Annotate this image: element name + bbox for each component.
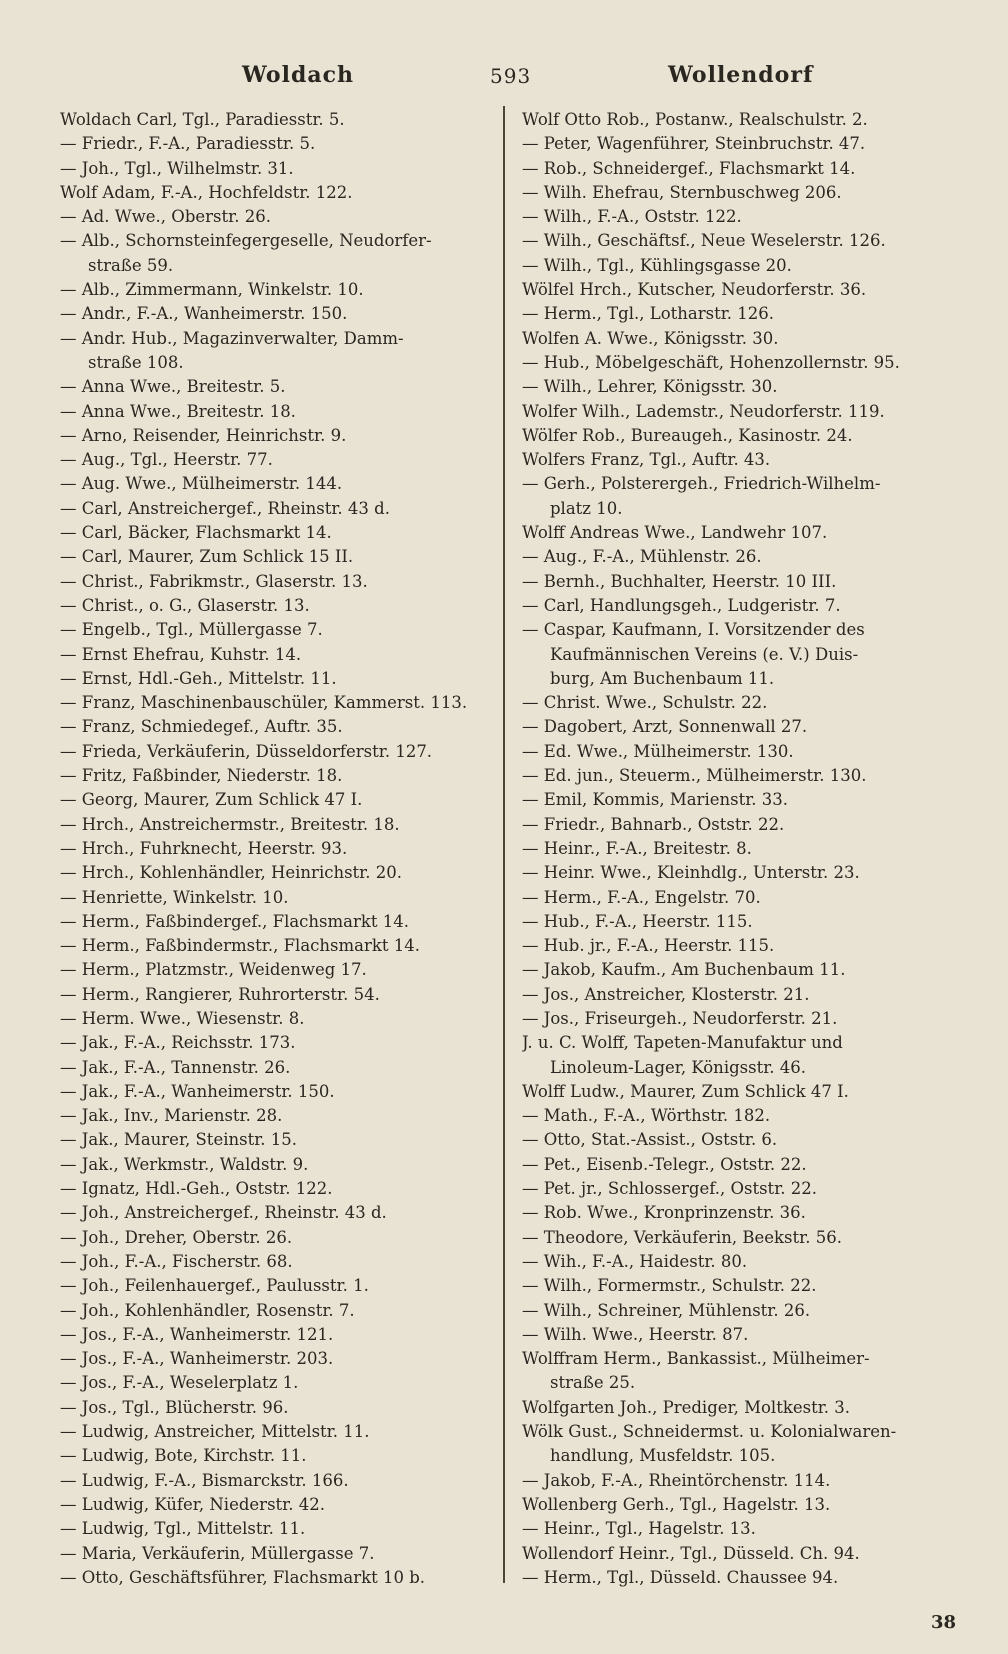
directory-entry: Linoleum-Lager, Königsstr. 46. <box>550 1057 807 1077</box>
directory-entry: Wolffram Herm., Bankassist., Mülheimer- <box>522 1349 870 1369</box>
directory-entry: — Wilh., Formermstr., Schulstr. 22. <box>522 1276 817 1296</box>
directory-entry: — Jak., F.-A., Reichsstr. 173. <box>60 1033 296 1053</box>
directory-entry: — Ludwig, Küfer, Niederstr. 42. <box>60 1494 325 1514</box>
directory-entry: — Jos., F.-A., Wanheimerstr. 121. <box>60 1324 334 1344</box>
directory-entry: handlung, Musfeldstr. 105. <box>550 1446 776 1466</box>
directory-entry: — Peter, Wagenführer, Steinbruchstr. 47. <box>522 134 866 154</box>
directory-entry: — Andr., F.-A., Wanheimerstr. 150. <box>60 304 348 324</box>
directory-entry: — Aug., Tgl., Heerstr. 77. <box>60 450 273 470</box>
directory-entry: — Pet. jr., Schlossergef., Oststr. 22. <box>522 1179 817 1199</box>
directory-entry: — Ludwig, F.-A., Bismarckstr. 166. <box>60 1470 349 1490</box>
directory-entry: — Maria, Verkäuferin, Müllergasse 7. <box>60 1543 375 1563</box>
directory-entry: — Christ., o. G., Glaserstr. 13. <box>60 595 310 615</box>
directory-entry: — Ludwig, Tgl., Mittelstr. 11. <box>60 1519 306 1539</box>
directory-entry: — Hub. jr., F.-A., Heerstr. 115. <box>522 936 775 956</box>
directory-entry: — Andr. Hub., Magazinverwalter, Damm- <box>60 328 404 348</box>
directory-entry: — Anna Wwe., Breitestr. 5. <box>60 377 286 397</box>
directory-entry: — Jos., Friseurgeh., Neudorferstr. 21. <box>522 1008 838 1028</box>
directory-entry: — Herm., F.-A., Engelstr. 70. <box>522 887 761 907</box>
directory-entry: — Jakob, Kaufm., Am Buchenbaum 11. <box>522 960 846 980</box>
directory-entry: — Aug., F.-A., Mühlenstr. 26. <box>522 547 762 567</box>
directory-entry: Kaufmännischen Vereins (e. V.) Duis- <box>550 644 859 664</box>
directory-entry: — Ernst, Hdl.-Geh., Mittelstr. 11. <box>60 668 337 688</box>
right-column <box>522 108 960 1590</box>
directory-entry: — Carl, Anstreichergef., Rheinstr. 43 d. <box>60 498 390 518</box>
directory-entry: — Ernst Ehefrau, Kuhstr. 14. <box>60 644 302 664</box>
page-number: 593 <box>490 64 532 88</box>
column-divider <box>503 106 505 1583</box>
directory-entry: Wolfgarten Joh., Prediger, Moltkestr. 3. <box>522 1397 851 1417</box>
directory-entry: — Jak., Inv., Marienstr. 28. <box>60 1106 283 1126</box>
directory-entry: — Friedr., Bahnarb., Oststr. 22. <box>522 814 785 834</box>
directory-entry: Wolf Otto Rob., Postanw., Realschulstr. 2. <box>522 110 868 129</box>
directory-entry: — Herm., Tgl., Lotharstr. 126. <box>522 304 775 324</box>
directory-entry: — Herm., Platzmstr., Weidenweg 17. <box>60 960 367 980</box>
directory-entry: — Carl, Maurer, Zum Schlick 15 II. <box>60 547 354 567</box>
directory-entry: — Wilh. Ehefrau, Sternbuschweg 206. <box>522 182 842 202</box>
directory-entry: — Jakob, F.-A., Rheintörchenstr. 114. <box>522 1470 831 1490</box>
directory-entry: straße 59. <box>88 255 174 275</box>
directory-entry: — Franz, Maschinenbauschüler, Kammerst. 113. <box>60 693 468 713</box>
directory-entry: — Joh., Dreher, Oberstr. 26. <box>60 1227 293 1247</box>
directory-entry: — Hrch., Anstreichermstr., Breitestr. 18. <box>60 814 400 834</box>
directory-entry: Wolfen A. Wwe., Königsstr. 30. <box>522 328 779 348</box>
directory-entry: — Aug. Wwe., Mülheimerstr. 144. <box>60 474 343 494</box>
signature-mark: 38 <box>930 1612 956 1633</box>
directory-entry: — Hrch., Kohlenhändler, Heinrichstr. 20. <box>60 863 402 883</box>
directory-entry: — Jak., F.-A., Wanheimerstr. 150. <box>60 1081 335 1101</box>
directory-entry: Wolfers Franz, Tgl., Auftr. 43. <box>522 450 771 470</box>
directory-entry: — Wilh., Geschäftsf., Neue Weselerstr. 126. <box>522 231 886 251</box>
directory-entry: — Joh., Feilenhauergef., Paulusstr. 1. <box>60 1276 369 1296</box>
directory-entry: — Alb., Zimmermann, Winkelstr. 10. <box>60 280 364 300</box>
left-column <box>60 108 490 1590</box>
directory-entry: — Ludwig, Bote, Kirchstr. 11. <box>60 1446 307 1466</box>
directory-entry: — Herm., Tgl., Düsseld. Chaussee 94. <box>522 1567 839 1587</box>
directory-entry: — Rob. Wwe., Kronprinzenstr. 36. <box>522 1203 806 1223</box>
directory-entry: — Jos., F.-A., Weselerplatz 1. <box>60 1373 299 1393</box>
directory-entry: platz 10. <box>550 498 623 518</box>
directory-entry: straße 25. <box>550 1373 636 1393</box>
directory-entry: — Hrch., Fuhrknecht, Heerstr. 93. <box>60 838 348 858</box>
directory-entry: — Herm. Wwe., Wiesenstr. 8. <box>60 1008 305 1028</box>
directory-entry: — Ludwig, Anstreicher, Mittelstr. 11. <box>60 1422 370 1442</box>
directory-entry: Wolff Andreas Wwe., Landwehr 107. <box>522 523 828 543</box>
directory-entry: — Wih., F.-A., Haidestr. 80. <box>522 1251 748 1271</box>
directory-entry: Wollenberg Gerh., Tgl., Hagelstr. 13. <box>522 1494 831 1514</box>
directory-entry: — Ed. jun., Steuerm., Mülheimerstr. 130. <box>522 766 867 786</box>
directory-entry: — Hub., Möbelgeschäft, Hohenzollernstr. 95. <box>522 352 900 372</box>
directory-entry: — Theodore, Verkäuferin, Beekstr. 56. <box>522 1227 842 1247</box>
directory-entry: — Henriette, Winkelstr. 10. <box>60 887 289 907</box>
directory-entry: — Engelb., Tgl., Müllergasse 7. <box>60 620 323 640</box>
directory-entry: — Herm., Faßbindergef., Flachsmarkt 14. <box>60 911 409 931</box>
directory-entry: — Heinr., Tgl., Hagelstr. 13. <box>522 1519 756 1539</box>
directory-entry: — Wilh., F.-A., Oststr. 122. <box>522 207 742 227</box>
directory-entry: — Jos., Tgl., Blücherstr. 96. <box>60 1397 289 1417</box>
directory-entry: — Anna Wwe., Breitestr. 18. <box>60 401 296 421</box>
directory-entry: — Georg, Maurer, Zum Schlick 47 I. <box>60 790 363 810</box>
directory-entry: — Franz, Schmiedegef., Auftr. 35. <box>60 717 343 737</box>
directory-entry: — Christ., Fabrikmstr., Glaserstr. 13. <box>60 571 368 591</box>
directory-entry: Wolf Adam, F.-A., Hochfeldstr. 122. <box>60 182 353 202</box>
directory-entry: — Hub., F.-A., Heerstr. 115. <box>522 911 753 931</box>
directory-entry: — Jos., F.-A., Wanheimerstr. 203. <box>60 1349 334 1369</box>
directory-entry: — Gerh., Polsterergeh., Friedrich-Wilhelm- <box>522 474 881 494</box>
directory-entry: — Emil, Kommis, Marienstr. 33. <box>522 790 789 810</box>
directory-entry: J. u. C. Wolff, Tapeten-Manufaktur und <box>522 1033 843 1053</box>
directory-entry: — Jak., F.-A., Tannenstr. 26. <box>60 1057 291 1077</box>
directory-entry: — Jos., Anstreicher, Klosterstr. 21. <box>522 984 810 1004</box>
directory-entry: burg, Am Buchenbaum 11. <box>550 668 775 688</box>
directory-entry: Wölfel Hrch., Kutscher, Neudorferstr. 36. <box>522 280 867 300</box>
directory-entry: — Jak., Maurer, Steinstr. 15. <box>60 1130 298 1150</box>
directory-entry: — Fritz, Faßbinder, Niederstr. 18. <box>60 766 343 786</box>
directory-entry: Wölfer Rob., Bureaugeh., Kasinostr. 24. <box>522 425 853 445</box>
directory-entry: — Otto, Stat.-Assist., Oststr. 6. <box>522 1130 778 1150</box>
directory-entry: Wölk Gust., Schneidermst. u. Kolonialwaren- <box>522 1422 897 1442</box>
directory-entry: — Dagobert, Arzt, Sonnenwall 27. <box>522 717 808 737</box>
directory-entry: — Wilh., Schreiner, Mühlenstr. 26. <box>522 1300 811 1320</box>
directory-entry: — Herm., Faßbindermstr., Flachsmarkt 14. <box>60 936 420 956</box>
directory-entry: — Heinr. Wwe., Kleinhdlg., Unterstr. 23. <box>522 863 860 883</box>
directory-entry: — Frieda, Verkäuferin, Düsseldorferstr. 127. <box>60 741 433 761</box>
directory-entry: — Wilh., Tgl., Kühlingsgasse 20. <box>522 255 792 275</box>
directory-entry: — Bernh., Buchhalter, Heerstr. 10 III. <box>522 571 837 591</box>
directory-entry: — Carl, Handlungsgeh., Ludgeristr. 7. <box>522 595 841 615</box>
directory-entry: Woldach Carl, Tgl., Paradiesstr. 5. <box>60 110 345 129</box>
directory-entry: Wolfer Wilh., Lademstr., Neudorferstr. 119. <box>522 401 885 421</box>
directory-entry: — Joh., Tgl., Wilhelmstr. 31. <box>60 158 294 178</box>
directory-entry: — Pet., Eisenb.-Telegr., Oststr. 22. <box>522 1154 807 1174</box>
header-left-keyword: Woldach <box>242 62 354 88</box>
directory-entry: — Arno, Reisender, Heinrichstr. 9. <box>60 425 347 445</box>
directory-entry: — Carl, Bäcker, Flachsmarkt 14. <box>60 523 332 543</box>
directory-entry: — Christ. Wwe., Schulstr. 22. <box>522 693 768 713</box>
directory-entry: — Caspar, Kaufmann, I. Vorsitzender des <box>522 620 865 640</box>
directory-entry: — Wilh. Wwe., Heerstr. 87. <box>522 1324 749 1344</box>
directory-entry: — Ignatz, Hdl.-Geh., Oststr. 122. <box>60 1179 333 1199</box>
directory-entry: — Wilh., Lehrer, Königsstr. 30. <box>522 377 778 397</box>
directory-entry: — Math., F.-A., Wörthstr. 182. <box>522 1106 771 1126</box>
directory-entry: — Jak., Werkmstr., Waldstr. 9. <box>60 1154 309 1174</box>
directory-entry: Wolff Ludw., Maurer, Zum Schlick 47 I. <box>522 1081 849 1101</box>
directory-entry: — Heinr., F.-A., Breitestr. 8. <box>522 838 752 858</box>
directory-entry: — Otto, Geschäftsführer, Flachsmarkt 10 b. <box>60 1567 426 1587</box>
directory-entry: Wollendorf Heinr., Tgl., Düsseld. Ch. 94. <box>522 1543 860 1563</box>
directory-entry: — Rob., Schneidergef., Flachsmarkt 14. <box>522 158 856 178</box>
directory-entry: — Ed. Wwe., Mülheimerstr. 130. <box>522 741 794 761</box>
directory-entry: — Friedr., F.-A., Paradiesstr. 5. <box>60 134 316 154</box>
directory-entry: — Joh., F.-A., Fischerstr. 68. <box>60 1251 293 1271</box>
directory-entry: — Ad. Wwe., Oberstr. 26. <box>60 207 271 227</box>
header-right-keyword: Wollendorf <box>668 62 814 88</box>
directory-entry: — Alb., Schornsteinfegergeselle, Neudorfer- <box>60 231 432 251</box>
directory-entry: straße 108. <box>88 352 184 372</box>
directory-entry: — Joh., Anstreichergef., Rheinstr. 43 d. <box>60 1203 387 1223</box>
directory-entry: — Herm., Rangierer, Ruhrorterstr. 54. <box>60 984 380 1004</box>
directory-entry: — Joh., Kohlenhändler, Rosenstr. 7. <box>60 1300 355 1320</box>
